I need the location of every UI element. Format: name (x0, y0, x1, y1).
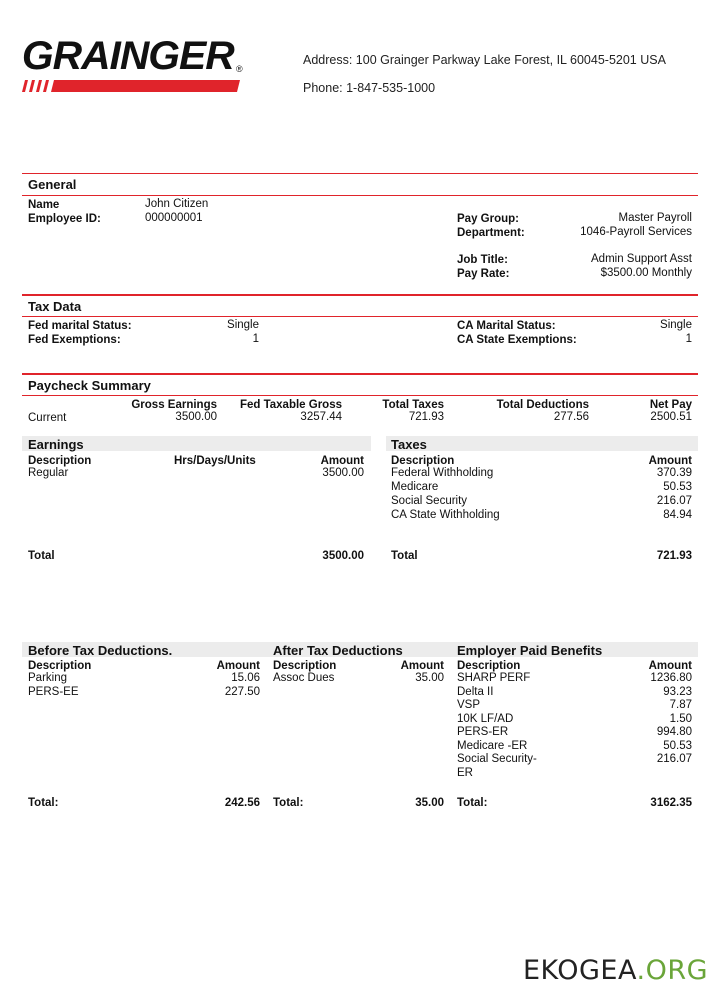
before-tax-total-value: 242.56 (224, 797, 260, 809)
employer-benefits-title: Employer Paid Benefits (457, 643, 603, 658)
job-title-value: Admin Support Asst (591, 253, 692, 265)
divider (22, 195, 698, 196)
taxes-total-value: 721.93 (656, 550, 692, 562)
before-tax-col-amount: Amount (216, 660, 260, 672)
employer-row-description: SHARP PERF (457, 672, 531, 684)
ca-marital-value: Single (660, 319, 692, 331)
watermark-right: ORG (645, 955, 708, 986)
before-tax-total-label: Total: (28, 797, 59, 809)
grainger-logo (22, 34, 252, 96)
before-tax-row-description: Parking (28, 672, 67, 684)
ca-exemptions-label: CA State Exemptions: (457, 334, 577, 346)
divider (22, 173, 698, 174)
company-address: Address: 100 Grainger Parkway Lake Forest, IL 60045-5201 USA (303, 53, 666, 67)
summary-header-net-pay: Net Pay (649, 399, 692, 411)
pay-group-value: Master Payroll (618, 212, 692, 224)
taxes-header-band (386, 436, 698, 451)
after-tax-total-value: 35.00 (415, 797, 444, 809)
summary-row-label: Current (28, 412, 67, 424)
employer-row-description: Social Security- (457, 753, 537, 765)
taxes-row-amount: 50.53 (663, 481, 692, 493)
ca-marital-label: CA Marital Status: (457, 320, 556, 332)
earnings-row-amount: 3500.00 (322, 467, 364, 479)
taxes-row-amount: 370.39 (656, 467, 692, 479)
summary-total-taxes: 721.93 (408, 411, 444, 423)
employer-row-description: ER (457, 767, 473, 779)
watermark-left: EKOGEA (522, 955, 637, 986)
name-label: Name (28, 199, 60, 211)
taxes-col-amount: Amount (648, 455, 692, 467)
before-tax-row-description: PERS-EE (28, 686, 79, 698)
summary-header-total-deductions: Total Deductions (496, 399, 589, 411)
taxes-total-label: Total (391, 550, 418, 562)
earnings-col-hrs: Hrs/Days/Units (174, 455, 256, 467)
ca-exemptions-value: 1 (685, 333, 692, 345)
fed-marital-label: Fed marital Status: (28, 320, 132, 332)
employer-row-amount: 216.07 (656, 753, 692, 765)
employer-row-description: 10K LF/AD (457, 713, 514, 725)
earnings-row-description: Regular (28, 467, 69, 479)
divider (22, 316, 698, 317)
before-tax-row-amount: 15.06 (231, 672, 260, 684)
divider (22, 294, 698, 296)
after-tax-total-label: Total: (273, 797, 304, 809)
employer-row-amount: 1.50 (669, 713, 692, 725)
logo-stripe-bar (22, 80, 242, 92)
divider (22, 373, 698, 375)
summary-header-gross-earnings: Gross Earnings (131, 399, 217, 411)
taxes-row-description: Social Security (391, 495, 468, 507)
after-tax-row-description: Assoc Dues (273, 672, 335, 684)
employer-row-description: PERS-ER (457, 726, 509, 738)
after-tax-col-amount: Amount (400, 660, 444, 672)
employer-total-value: 3162.35 (650, 797, 692, 809)
taxes-title: Taxes (391, 437, 427, 452)
department-value: 1046-Payroll Services (580, 226, 692, 238)
logo-registered-mark: ® (236, 64, 243, 74)
taxes-row-description: Medicare (391, 481, 439, 493)
fed-exemptions-label: Fed Exemptions: (28, 334, 121, 346)
department-label: Department: (457, 227, 525, 239)
watermark-dot: . (636, 955, 646, 986)
employer-col-amount: Amount (648, 660, 692, 672)
divider (22, 395, 698, 396)
summary-net-pay: 2500.51 (650, 411, 692, 423)
employer-row-description: Delta II (457, 686, 494, 698)
taxes-row-description: CA State Withholding (391, 509, 500, 521)
fed-marital-value: Single (227, 319, 259, 331)
employer-row-amount: 1236.80 (650, 672, 692, 684)
earnings-title: Earnings (28, 437, 84, 452)
employer-row-amount: 994.80 (656, 726, 692, 738)
employer-row-amount: 93.23 (663, 686, 692, 698)
before-tax-row-amount: 227.50 (224, 686, 260, 698)
employee-id-value: 000000001 (145, 212, 203, 224)
taxes-row-amount: 84.94 (663, 509, 692, 521)
earnings-col-description: Description (28, 455, 92, 467)
company-phone: Phone: 1-847-535-1000 (303, 81, 436, 95)
earnings-col-amount: Amount (320, 455, 364, 467)
summary-fed-taxable-gross: 3257.44 (300, 411, 342, 423)
after-tax-title: After Tax Deductions (273, 643, 403, 658)
pay-rate-label: Pay Rate: (457, 268, 510, 280)
earnings-total-value: 3500.00 (322, 550, 364, 562)
fed-exemptions-value: 1 (252, 333, 259, 345)
tax-data-title: Tax Data (28, 299, 82, 314)
after-tax-col-description: Description (273, 660, 337, 672)
employer-row-amount: 7.87 (669, 699, 692, 711)
taxes-col-description: Description (391, 455, 455, 467)
before-tax-title: Before Tax Deductions. (28, 643, 173, 658)
logo-text: GRAINGER (21, 34, 234, 78)
name-value: John Citizen (145, 198, 209, 210)
summary-header-fed-taxable-gross: Fed Taxable Gross (239, 399, 342, 411)
taxes-row-description: Federal Withholding (391, 467, 494, 479)
employer-total-label: Total: (457, 797, 488, 809)
employer-row-amount: 50.53 (663, 740, 692, 752)
employer-row-description: Medicare -ER (457, 740, 528, 752)
taxes-row-amount: 216.07 (656, 495, 692, 507)
summary-header-total-taxes: Total Taxes (382, 399, 444, 411)
paycheck-summary-title: Paycheck Summary (28, 378, 151, 393)
general-title: General (28, 177, 77, 192)
summary-total-deductions: 277.56 (553, 411, 589, 423)
summary-gross-earnings: 3500.00 (175, 411, 217, 423)
watermark (523, 955, 708, 986)
after-tax-row-amount: 35.00 (415, 672, 444, 684)
pay-group-label: Pay Group: (457, 213, 519, 225)
employer-row-description: VSP (457, 699, 481, 711)
before-tax-col-description: Description (28, 660, 92, 672)
job-title-label: Job Title: (457, 254, 508, 266)
earnings-total-label: Total (28, 550, 55, 562)
employer-col-description: Description (457, 660, 521, 672)
pay-rate-value: $3500.00 Monthly (600, 267, 692, 279)
employee-id-label: Employee ID: (28, 213, 101, 225)
